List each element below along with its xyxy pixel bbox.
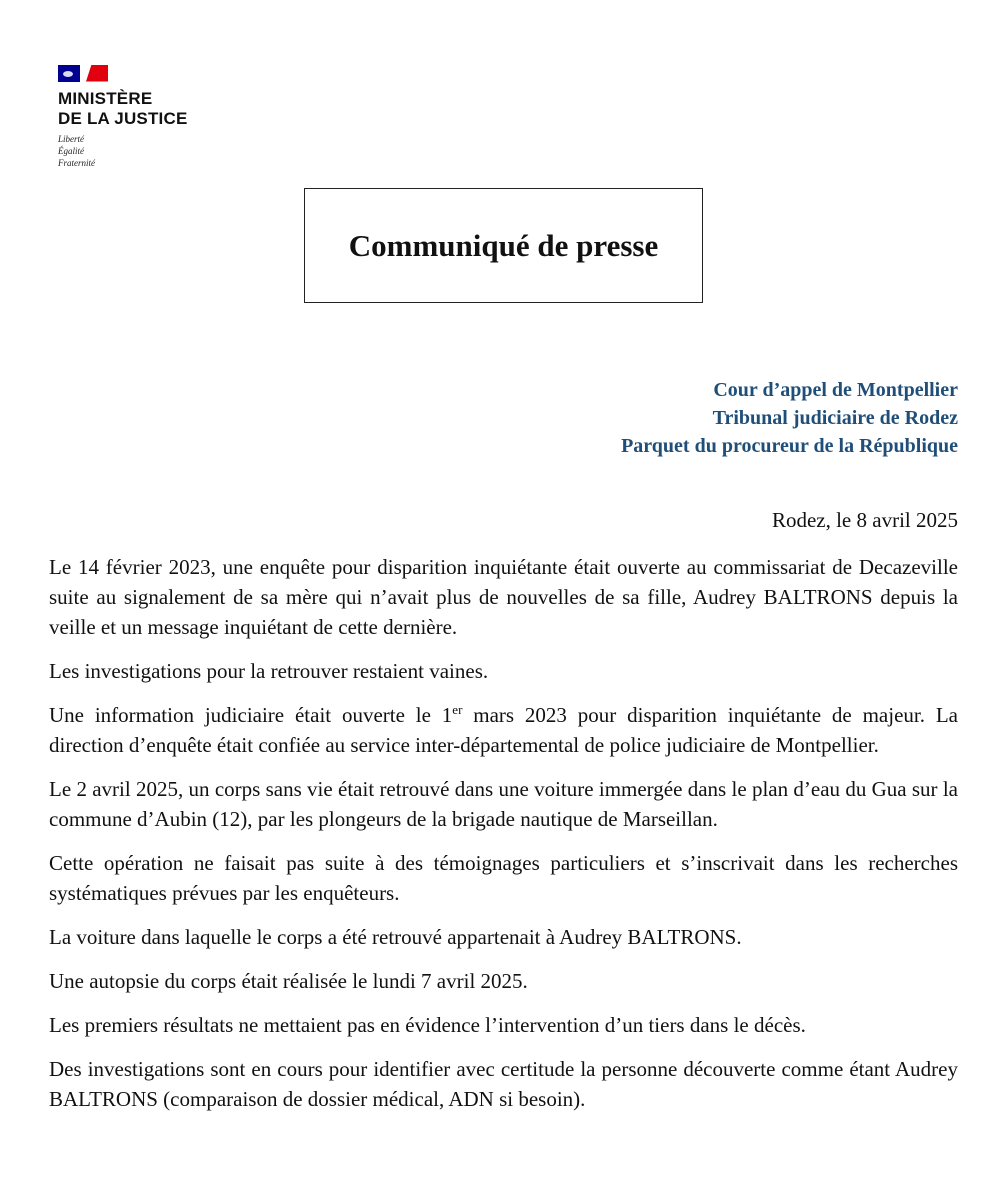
release-body <box>49 552 958 1128</box>
paragraph: Cette opération ne faisait pas suite à des témoignages particuliers et s’inscrivait dans les recherches systématiques prévues par les enquêteurs. <box>49 851 958 905</box>
paragraph: Une autopsie du corps était réalisée le lundi 7 avril 2025. <box>49 969 528 993</box>
court-header <box>621 376 958 460</box>
press-release-title: Communiqué de presse <box>304 188 703 303</box>
paragraph: Des investigations sont en cours pour identifier avec certitude la personne découverte comme étant Audrey BALTRONS (comparaison de dossier médical, ADN si besoin). <box>49 1057 958 1111</box>
judicial-tribunal: Tribunal judiciaire de Rodez <box>712 407 958 429</box>
motto-egalite: Égalité <box>58 146 84 156</box>
paragraph: Les investigations pour la retrouver restaient vaines. <box>49 659 489 683</box>
motto-liberte: Liberté <box>58 134 84 144</box>
paragraph <box>49 700 958 760</box>
republic-motto <box>58 133 203 169</box>
paragraph-text: mars 2023 pour disparition inquiétante de majeur. La direction d’enquête était confiée au service inter-départemental de police judiciaire de Montpellier. <box>49 703 958 757</box>
court-of-appeal: Cour d’appel de Montpellier <box>713 379 958 401</box>
ministry-logo <box>58 63 203 169</box>
motto-fraternite: Fraternité <box>58 158 95 168</box>
paragraph: Les premiers résultats ne mettaient pas en évidence l’intervention d’un tiers dans le décès. <box>49 1013 806 1037</box>
prosecutor-office: Parquet du procureur de la République <box>621 435 958 457</box>
ministry-line2: DE LA JUSTICE <box>58 109 188 128</box>
marianne-flag-icon <box>58 63 203 83</box>
paragraph: Le 14 février 2023, une enquête pour disparition inquiétante était ouverte au commissariat de Decazeville suite au signalement de sa mère qui n’avait plus de nouvelles de sa fille, Audrey BALTRONS depuis la veille et un message inquiétant de cette dernière. <box>49 555 958 639</box>
ministry-name <box>58 89 203 129</box>
paragraph: Le 2 avril 2025, un corps sans vie était retrouvé dans une voiture immergée dans le plan d’eau du Gua sur la commune d’Aubin (12), par les plongeurs de la brigade nautique de Marseillan. <box>49 777 958 831</box>
ministry-line1: MINISTÈRE <box>58 89 153 108</box>
ordinal-superscript: er <box>452 702 463 717</box>
paragraph: La voiture dans laquelle le corps a été retrouvé appartenait à Audrey BALTRONS. <box>49 925 742 949</box>
dateline: Rodez, le 8 avril 2025 <box>771 508 958 532</box>
paragraph-text: Une information judiciaire était ouverte le 1 <box>49 703 453 727</box>
